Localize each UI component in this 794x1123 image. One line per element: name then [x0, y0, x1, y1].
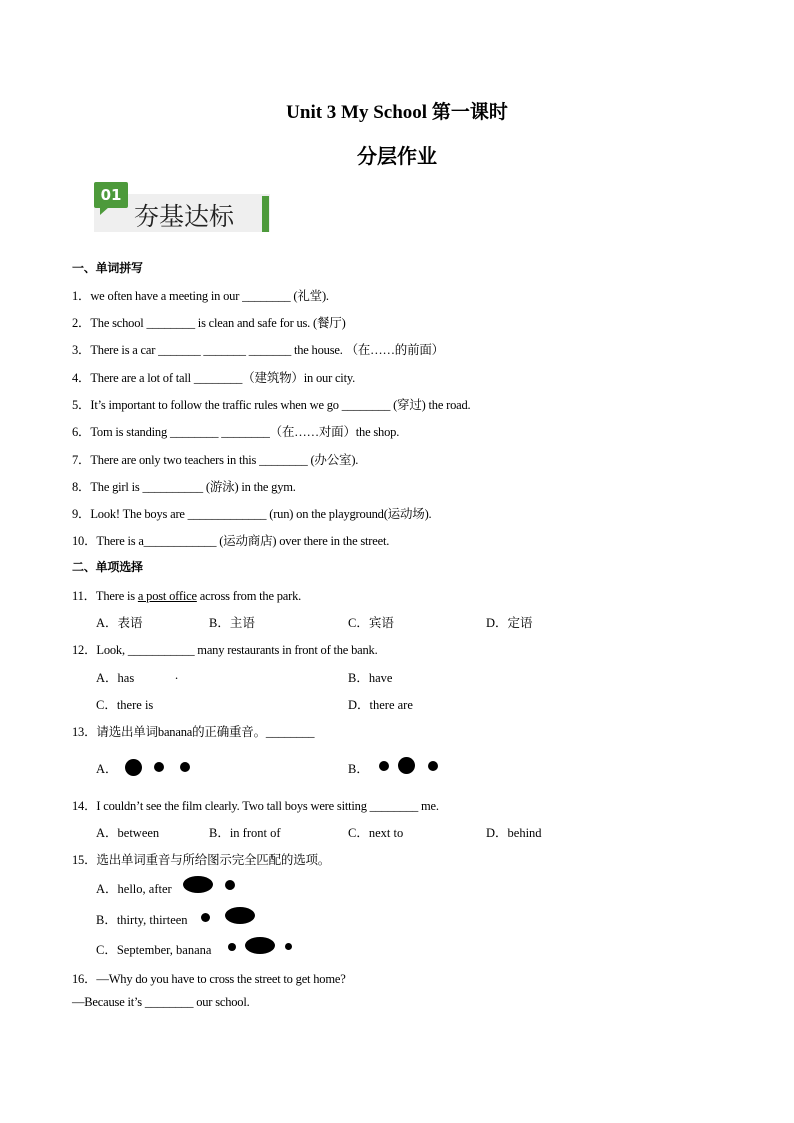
question-1: 1．we often have a meeting in our ________ (礼堂).	[72, 289, 329, 303]
q15-option-a[interactable]: A．hello, after	[96, 882, 172, 896]
q11-option-d[interactable]: D．定语	[486, 616, 533, 630]
stress-dot-large	[125, 759, 142, 776]
question-2: 2．The school ________ is clean and safe for us. (餐厅)	[72, 316, 346, 330]
page-title: Unit 3 My School 第一课时	[286, 102, 508, 123]
q11-option-c[interactable]: C．宾语	[348, 616, 394, 630]
q15-option-c[interactable]: C．September, banana	[96, 943, 212, 957]
question-6: 6．Tom is standing ________ ________（在……对面）the shop.	[72, 425, 400, 439]
question-11	[72, 586, 301, 604]
question-8: 8．The girl is __________ (游泳) in the gym.	[72, 480, 296, 494]
stress-dot-small	[201, 913, 210, 922]
question-10: 10．There is a____________ (运动商店) over there in the street.	[72, 534, 390, 548]
q12-option-c[interactable]: C．there is	[96, 698, 154, 712]
q12-option-b[interactable]: B．have	[348, 671, 393, 685]
q13-option-b[interactable]: B．	[348, 762, 369, 776]
stress-dot-small	[225, 880, 235, 890]
question-16-answer: —Because it’s ________ our school.	[72, 995, 250, 1009]
stress-dot-small	[154, 762, 164, 772]
q13-option-a[interactable]: A．	[96, 762, 118, 776]
page-subtitle: 分层作业	[357, 144, 437, 168]
q12-option-d[interactable]: D．there are	[348, 698, 413, 712]
section-heading-choice: 二、单项选择	[72, 560, 143, 574]
question-5: 5．It’s important to follow the traffic rules when we go ________ (穿过) the road.	[72, 398, 471, 412]
section-badge	[88, 180, 273, 236]
question-12: 12．Look, ___________ many restaurants in front of the bank.	[72, 643, 378, 657]
stress-dot-small	[428, 761, 438, 771]
question-15: 15．选出单词重音与所给图示完全匹配的选项。	[72, 853, 331, 867]
q11-post: across from the park.	[196, 589, 302, 603]
q14-option-b[interactable]: B．in front of	[209, 826, 281, 840]
section-heading-spelling: 一、单词拼写	[72, 261, 143, 275]
q11-option-a[interactable]: A．表语	[96, 616, 143, 630]
stress-dot-large	[245, 937, 275, 954]
stress-dot-small	[379, 761, 389, 771]
q14-option-d[interactable]: D．behind	[486, 826, 542, 840]
badge-bar	[262, 196, 269, 232]
stress-dot-large	[183, 876, 213, 893]
question-14: 14．I couldn’t see the film clearly. Two tall boys were sitting ________ me.	[72, 799, 439, 813]
q11-underlined: a post office	[137, 589, 197, 603]
question-4: 4．There are a lot of tall ________（建筑物）in our city.	[72, 371, 356, 385]
badge-label: 夯基达标	[134, 202, 235, 231]
q14-option-c[interactable]: C．next to	[348, 826, 404, 840]
stress-dot-small	[228, 943, 236, 951]
question-13: 13．请选出单词banana的正确重音。________	[72, 725, 315, 739]
q14-option-a[interactable]: A．between	[96, 826, 160, 840]
stress-dot-small	[180, 762, 190, 772]
q12-stray-mark: .	[175, 668, 179, 682]
q15-option-b[interactable]: B．thirty, thirteen	[96, 913, 188, 927]
question-3: 3．There is a car _______ _______ _______ the house. （在……的前面）	[72, 343, 444, 357]
q11-option-b[interactable]: B．主语	[209, 616, 255, 630]
q11-pre: 11．There is	[72, 589, 138, 603]
q12-option-a[interactable]: A．has	[96, 671, 135, 685]
stress-dot-small	[285, 943, 292, 950]
stress-dot-large	[225, 907, 255, 924]
stress-dot-large	[398, 757, 415, 774]
question-9: 9．Look! The boys are _____________ (run) on the playground(运动场).	[72, 507, 432, 521]
question-7: 7．There are only two teachers in this ________ (办公室).	[72, 453, 359, 467]
badge-number: 01	[94, 182, 128, 208]
question-16: 16．—Why do you have to cross the street to get home?	[72, 972, 346, 986]
